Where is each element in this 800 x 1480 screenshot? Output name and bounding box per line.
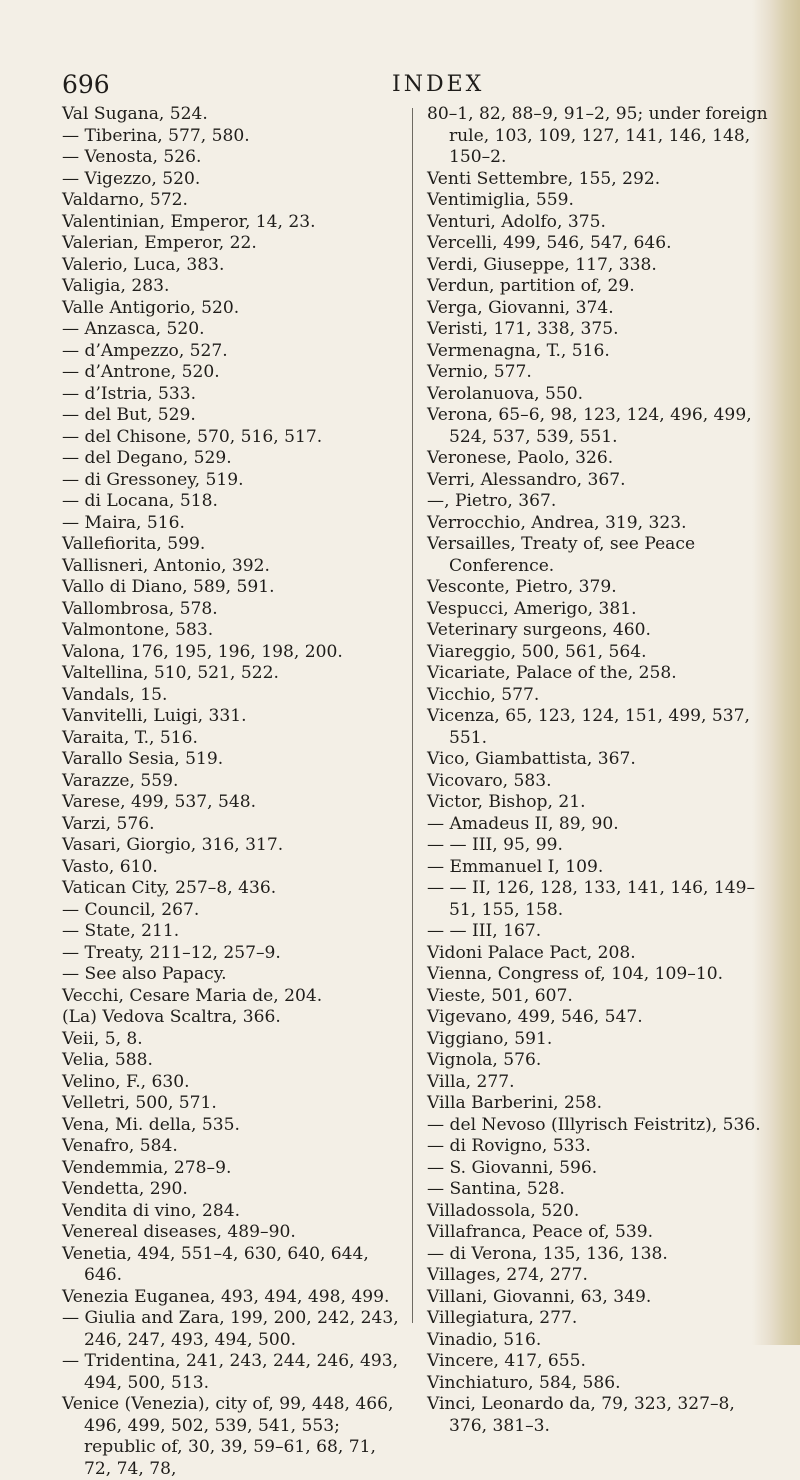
- index-entry: Vernio, 577.: [427, 362, 532, 382]
- index-entry: Valigia, 283.: [62, 276, 170, 296]
- index-entry: Velino, F., 630.: [62, 1071, 190, 1092]
- column-divider: [412, 108, 413, 1323]
- index-entry: — State, 211.: [62, 921, 180, 941]
- page-header: [62, 70, 742, 100]
- index-entry: Villages, 274, 277.: [427, 1265, 588, 1285]
- index-entry: — di Locana, 518.: [62, 491, 218, 511]
- index-entry: — di Verona, 135, 136, 138.: [427, 1243, 668, 1264]
- index-entry: Valona, 176, 195, 196, 198, 200.: [62, 641, 343, 662]
- index-entry: Venezia Euganea, 493, 494, 498, 499.: [62, 1286, 390, 1307]
- index-entry: Vallisneri, Antonio, 392.: [62, 555, 270, 576]
- index-entry: — Treaty, 211–12, 257–9.: [62, 942, 281, 963]
- index-entry: Vallo di Diano, 589, 591.: [62, 577, 275, 597]
- index-entry: — — III, 167.: [427, 921, 542, 941]
- index-entry: Venturi, Adolfo, 375.: [427, 211, 606, 232]
- index-entry: Varese, 499, 537, 548.: [62, 792, 257, 812]
- index-entry: Venereal diseases, 489–90.: [62, 1222, 296, 1242]
- index-entry: Villa Barberini, 258.: [427, 1093, 603, 1113]
- index-entry: Vincere, 417, 655.: [427, 1351, 586, 1371]
- index-entry: Varazze, 559.: [62, 770, 179, 791]
- index-entry: Val Sugana, 524.: [62, 104, 208, 124]
- index-entry: Valerio, Luca, 383.: [62, 254, 225, 275]
- page-number: 696: [62, 70, 110, 99]
- index-entry: Vesconte, Pietro, 379.: [427, 577, 617, 597]
- index-entry: Velletri, 500, 571.: [62, 1093, 217, 1113]
- index-entry: — d’Ampezzo, 527.: [62, 340, 228, 361]
- index-entry: Vercelli, 499, 546, 547, 646.: [427, 233, 672, 253]
- index-entry: Valmontone, 583.: [62, 620, 214, 640]
- index-entry: — Giulia and Zara, 199, 200, 242, 243, 246, 247, 493, 494, 500.: [62, 1308, 399, 1350]
- index-entry: — Anzasca, 520.: [62, 319, 205, 339]
- index-entry: Vidoni Palace Pact, 208.: [427, 942, 636, 963]
- index-entry: — d’Antrone, 520.: [62, 362, 220, 382]
- index-entry: Valerian, Emperor, 22.: [62, 233, 257, 253]
- index-entry: Vicenza, 65, 123, 124, 151, 499, 537, 551.: [427, 706, 750, 748]
- index-entry: Versailles, Treaty of, see Peace Conference.: [427, 534, 696, 576]
- index-entry: Valle Antigorio, 520.: [62, 297, 240, 318]
- index-entry: Vallefiorita, 599.: [62, 534, 206, 554]
- index-entry: Ventimiglia, 559.: [427, 190, 574, 210]
- index-entry: Vecchi, Cesare Maria de, 204.: [62, 985, 323, 1006]
- index-entry: —, Pietro, 367.: [427, 491, 557, 511]
- index-entry: Verga, Giovanni, 374.: [427, 297, 614, 318]
- index-entry: 80–1, 82, 88–9, 91–2, 95; under foreign rule, 103, 109, 127, 141, 146, 148, 150–2.: [427, 104, 768, 167]
- index-entry: Verrocchio, Andrea, 319, 323.: [427, 512, 687, 533]
- index-entry: Victor, Bishop, 21.: [427, 792, 586, 812]
- index-entry: Vanvitelli, Luigi, 331.: [62, 706, 247, 726]
- index-entry: Vinchiaturo, 584, 586.: [427, 1372, 621, 1393]
- index-entry: Viareggio, 500, 561, 564.: [427, 641, 647, 662]
- index-entry: Vicchio, 577.: [427, 684, 540, 705]
- index-entry: — del Chisone, 570, 516, 517.: [62, 426, 323, 447]
- index-entry: — Council, 267.: [62, 899, 200, 920]
- index-entry: — Tiberina, 577, 580.: [62, 125, 250, 146]
- index-entry: — Maira, 516.: [62, 512, 185, 533]
- index-entry: Vatican City, 257–8, 436.: [62, 878, 277, 898]
- index-entry: Varallo Sesia, 519.: [62, 749, 224, 769]
- index-column-right: [427, 104, 773, 1437]
- index-entry: Verdi, Giuseppe, 117, 338.: [427, 254, 657, 275]
- index-entry: Venice (Venezia), city of, 99, 448, 466, 496, 499, 502, 539, 541, 553; republic of, 30, 39, 59–61, 68, 71, 72, 74, 78,: [62, 1394, 394, 1479]
- index-entry: — Santina, 528.: [427, 1179, 565, 1199]
- index-entry: Vespucci, Amerigo, 381.: [427, 598, 637, 619]
- index-entry: Verri, Alessandro, 367.: [427, 469, 626, 490]
- index-entry: Verdun, partition of, 29.: [427, 276, 635, 296]
- index-entry: Vieste, 501, 607.: [427, 985, 573, 1006]
- index-entry: Velia, 588.: [62, 1050, 153, 1070]
- index-entry: Vico, Giambattista, 367.: [427, 749, 636, 769]
- index-entry: Venafro, 584.: [62, 1136, 178, 1156]
- index-entry: Valdarno, 572.: [62, 190, 188, 210]
- index-entry: — — III, 95, 99.: [427, 835, 563, 855]
- index-entry: Vienna, Congress of, 104, 109–10.: [427, 964, 724, 984]
- index-entry: Villafranca, Peace of, 539.: [427, 1222, 654, 1242]
- running-head: INDEX: [392, 72, 485, 97]
- index-entry: Vendetta, 290.: [62, 1179, 188, 1199]
- index-entry: Vendita di vino, 284.: [62, 1200, 240, 1221]
- index-entry: — d’Istria, 533.: [62, 383, 197, 404]
- index-entry: Valtellina, 510, 521, 522.: [62, 663, 279, 683]
- index-entry: — di Gressoney, 519.: [62, 469, 244, 490]
- index-entry: Varaita, T., 516.: [62, 727, 198, 748]
- index-entry: — See also Papacy.: [62, 964, 227, 984]
- index-entry: — del Degano, 529.: [62, 448, 232, 468]
- index-entry: Vasari, Giorgio, 316, 317.: [62, 835, 284, 855]
- index-entry: Vigevano, 499, 546, 547.: [427, 1007, 643, 1027]
- index-entry: Vicovaro, 583.: [427, 770, 552, 791]
- index-entry: — Emmanuel I, 109.: [427, 856, 604, 877]
- index-entry: — S. Giovanni, 596.: [427, 1157, 598, 1178]
- index-entry: (La) Vedova Scaltra, 366.: [62, 1007, 281, 1027]
- index-entry: Verolanuova, 550.: [427, 383, 584, 404]
- index-entry: — del But, 529.: [62, 405, 196, 425]
- index-entry: — Venosta, 526.: [62, 147, 202, 167]
- index-entry: Venetia, 494, 551–4, 630, 640, 644, 646.: [62, 1243, 369, 1285]
- index-entry: Villadossola, 520.: [427, 1200, 580, 1221]
- index-entry: Venti Settembre, 155, 292.: [427, 168, 661, 189]
- index-entry: Vignola, 576.: [427, 1050, 542, 1070]
- index-entry: Villegiatura, 277.: [427, 1308, 578, 1328]
- index-entry: — del Nevoso (Illyrisch Feistritz), 536.: [427, 1114, 761, 1135]
- index-entry: Villani, Giovanni, 63, 349.: [427, 1286, 652, 1307]
- index-entry: Vermenagna, T., 516.: [427, 340, 610, 361]
- index-entry: Veterinary surgeons, 460.: [427, 620, 651, 640]
- index-entry: — Amadeus II, 89, 90.: [427, 813, 619, 834]
- index-column-left: [62, 104, 400, 1480]
- index-entry: Vendemmia, 278–9.: [62, 1157, 232, 1178]
- index-entry: Veronese, Paolo, 326.: [427, 448, 614, 468]
- index-entry: Varzi, 576.: [62, 813, 155, 834]
- index-entry: Veristi, 171, 338, 375.: [427, 319, 619, 339]
- index-entry: — Tridentina, 241, 243, 244, 246, 493, 494, 500, 513.: [62, 1351, 399, 1393]
- index-entry: Vallombrosa, 578.: [62, 598, 218, 619]
- index-entry: — di Rovigno, 533.: [427, 1136, 591, 1156]
- index-entry: Vicariate, Palace of the, 258.: [427, 663, 677, 683]
- index-entry: — — II, 126, 128, 133, 141, 146, 149–51, 155, 158.: [427, 878, 756, 920]
- index-entry: Verona, 65–6, 98, 123, 124, 496, 499, 524, 537, 539, 551.: [427, 405, 752, 447]
- index-entry: — Vigezzo, 520.: [62, 168, 201, 189]
- index-entry: Vandals, 15.: [62, 684, 168, 705]
- index-entry: Valentinian, Emperor, 14, 23.: [62, 211, 316, 232]
- index-entry: Vinadio, 516.: [427, 1329, 542, 1350]
- index-entry: Viggiano, 591.: [427, 1028, 553, 1049]
- index-entry: Veii, 5, 8.: [62, 1028, 143, 1049]
- index-entry: Vena, Mi. della, 535.: [62, 1114, 240, 1135]
- index-entry: Vasto, 610.: [62, 856, 158, 877]
- index-entry: Vinci, Leonardo da, 79, 323, 327–8, 376, 381–3.: [427, 1394, 735, 1436]
- index-entry: Villa, 277.: [427, 1071, 515, 1092]
